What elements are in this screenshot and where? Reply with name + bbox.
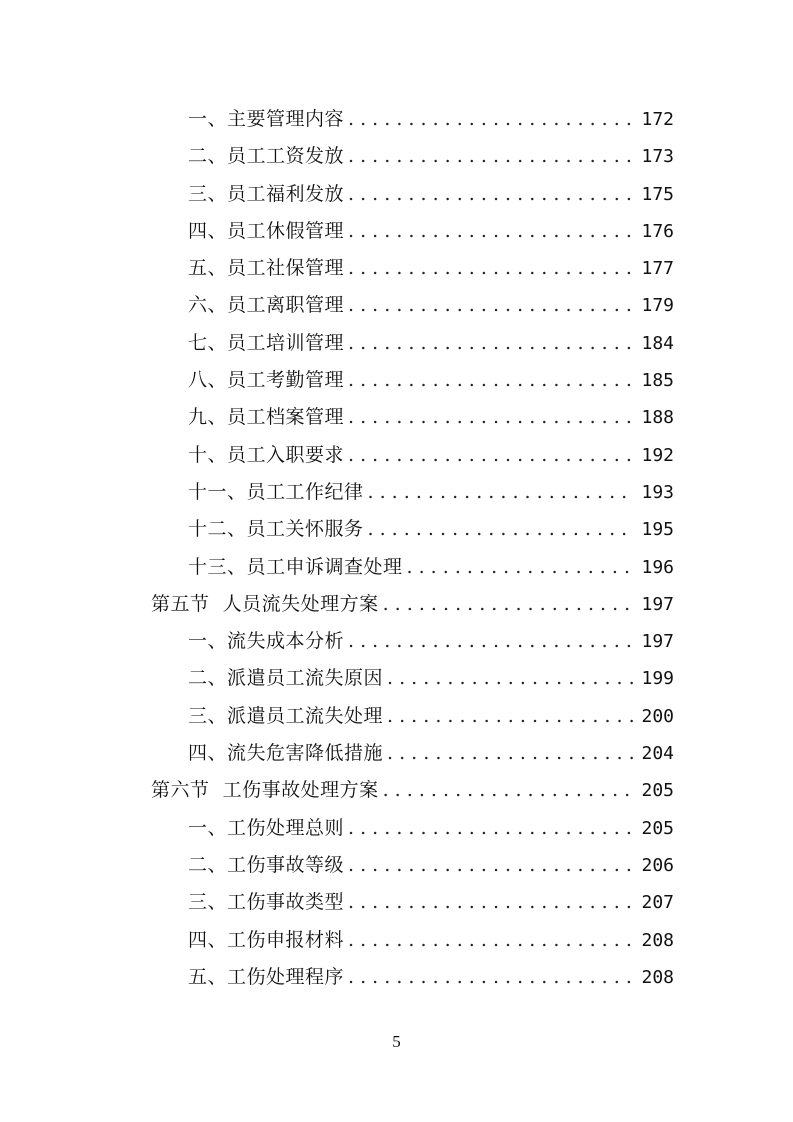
dot-leader bbox=[383, 586, 634, 623]
toc-entry-page: 206 bbox=[641, 854, 674, 876]
page-number: 5 bbox=[392, 1032, 401, 1051]
toc-entry-title: 九、员工档案管理 bbox=[188, 406, 345, 429]
toc-entry-page: 177 bbox=[641, 258, 674, 280]
dot-leader bbox=[348, 287, 634, 324]
dot-leader bbox=[348, 138, 634, 175]
dot-leader bbox=[348, 810, 634, 847]
toc-entry-page: 199 bbox=[641, 668, 674, 690]
toc-entry-title: 四、流失危害降低措施 bbox=[188, 742, 384, 765]
dot-leader bbox=[348, 959, 634, 996]
toc-entry-title: 三、派遣员工流失处理 bbox=[188, 704, 384, 727]
toc-entry-page: 175 bbox=[641, 183, 674, 205]
dot-leader bbox=[348, 437, 634, 474]
toc-entry[interactable] bbox=[0, 325, 793, 362]
toc-entry-page: 208 bbox=[641, 929, 674, 951]
toc-entry-page: 184 bbox=[641, 332, 674, 354]
toc-entry[interactable] bbox=[0, 250, 793, 287]
dot-leader bbox=[348, 325, 634, 362]
toc-entry[interactable] bbox=[0, 847, 793, 884]
toc-entry-page: 204 bbox=[641, 743, 674, 765]
dot-leader bbox=[348, 623, 634, 660]
toc-entry-title: 三、员工福利发放 bbox=[188, 182, 345, 205]
toc-entry-title: 一、工伤处理总则 bbox=[188, 816, 345, 839]
dot-leader bbox=[348, 101, 634, 138]
toc-entry-title: 四、工伤申报材料 bbox=[188, 928, 345, 951]
toc-entry[interactable] bbox=[0, 623, 793, 660]
toc-entry[interactable] bbox=[0, 511, 793, 548]
dot-leader bbox=[387, 698, 634, 735]
toc-entry-page: 173 bbox=[641, 146, 674, 168]
dot-leader bbox=[348, 176, 634, 213]
toc-entry-title: 六、员工离职管理 bbox=[188, 294, 345, 317]
toc-section-title: 第六节 工伤事故处理方案 bbox=[151, 779, 379, 802]
toc-entry[interactable] bbox=[0, 660, 793, 697]
toc-entry-page: 176 bbox=[641, 220, 674, 242]
dot-leader bbox=[348, 399, 634, 436]
toc-entry-title: 三、工伤事故类型 bbox=[188, 891, 345, 914]
dot-leader bbox=[348, 213, 634, 250]
toc-entry-title: 二、工伤事故等级 bbox=[188, 853, 345, 876]
toc-entry-page: 207 bbox=[641, 892, 674, 914]
dot-leader bbox=[407, 549, 634, 586]
dot-leader bbox=[383, 772, 634, 809]
toc-entry[interactable] bbox=[0, 735, 793, 772]
toc-entry[interactable] bbox=[0, 884, 793, 921]
toc-entry-title: 二、员工工资发放 bbox=[188, 145, 345, 168]
dot-leader bbox=[368, 511, 634, 548]
toc-entry-page: 192 bbox=[641, 444, 674, 466]
dot-leader bbox=[348, 847, 634, 884]
toc-entry[interactable] bbox=[0, 474, 793, 511]
toc-entry-page: 172 bbox=[641, 109, 674, 130]
toc-section-entry[interactable] bbox=[0, 586, 793, 623]
toc-entry[interactable] bbox=[0, 959, 793, 996]
toc-entry[interactable] bbox=[0, 138, 793, 175]
toc-entry-title: 五、工伤处理程序 bbox=[188, 965, 345, 988]
dot-leader bbox=[387, 660, 634, 697]
toc-entry[interactable] bbox=[0, 698, 793, 735]
toc-entry[interactable] bbox=[0, 287, 793, 324]
toc-entry-title: 十二、员工关怀服务 bbox=[188, 518, 364, 541]
toc-entry-page: 197 bbox=[641, 593, 674, 615]
toc-entry-page: 195 bbox=[641, 519, 674, 541]
toc-entry[interactable] bbox=[0, 549, 793, 586]
toc-entry-title: 一、流失成本分析 bbox=[188, 630, 345, 653]
toc-entry-title: 十、员工入职要求 bbox=[188, 443, 345, 466]
dot-leader bbox=[368, 474, 634, 511]
dot-leader bbox=[348, 922, 634, 959]
toc-entry-page: 196 bbox=[641, 556, 674, 578]
toc-entry-title: 十三、员工申诉调查处理 bbox=[188, 555, 403, 578]
toc-entry-page: 205 bbox=[641, 817, 674, 839]
toc-entry-title: 五、员工社保管理 bbox=[188, 257, 345, 280]
toc-entry-page: 188 bbox=[641, 407, 674, 429]
toc-entry-page: 208 bbox=[641, 966, 674, 988]
toc-entry[interactable] bbox=[0, 176, 793, 213]
toc-entry[interactable] bbox=[0, 810, 793, 847]
toc-entry-page: 185 bbox=[641, 370, 674, 392]
toc-entry-title: 四、员工休假管理 bbox=[188, 219, 345, 242]
dot-leader bbox=[348, 362, 634, 399]
dot-leader bbox=[348, 884, 634, 921]
toc-entry-page: 205 bbox=[641, 780, 674, 802]
dot-leader bbox=[387, 735, 634, 772]
toc-entry[interactable] bbox=[0, 101, 793, 138]
toc-entry[interactable] bbox=[0, 922, 793, 959]
toc-entry-title: 七、员工培训管理 bbox=[188, 331, 345, 354]
toc-entry-page: 200 bbox=[641, 705, 674, 727]
toc-entry-page: 193 bbox=[641, 481, 674, 503]
toc-section-entry[interactable] bbox=[0, 772, 793, 809]
table-of-contents bbox=[0, 101, 793, 996]
toc-entry-title: 一、主要管理内容 bbox=[188, 108, 345, 130]
toc-entry[interactable] bbox=[0, 399, 793, 436]
toc-section-title: 第五节 人员流失处理方案 bbox=[151, 592, 379, 615]
dot-leader bbox=[348, 250, 634, 287]
toc-entry-title: 八、员工考勤管理 bbox=[188, 369, 345, 392]
toc-entry-title: 十一、员工工作纪律 bbox=[188, 480, 364, 503]
toc-entry[interactable] bbox=[0, 362, 793, 399]
toc-entry[interactable] bbox=[0, 213, 793, 250]
toc-entry[interactable] bbox=[0, 437, 793, 474]
toc-entry-title: 二、派遣员工流失原因 bbox=[188, 667, 384, 690]
toc-entry-page: 179 bbox=[641, 295, 674, 317]
toc-entry-page: 197 bbox=[641, 631, 674, 653]
